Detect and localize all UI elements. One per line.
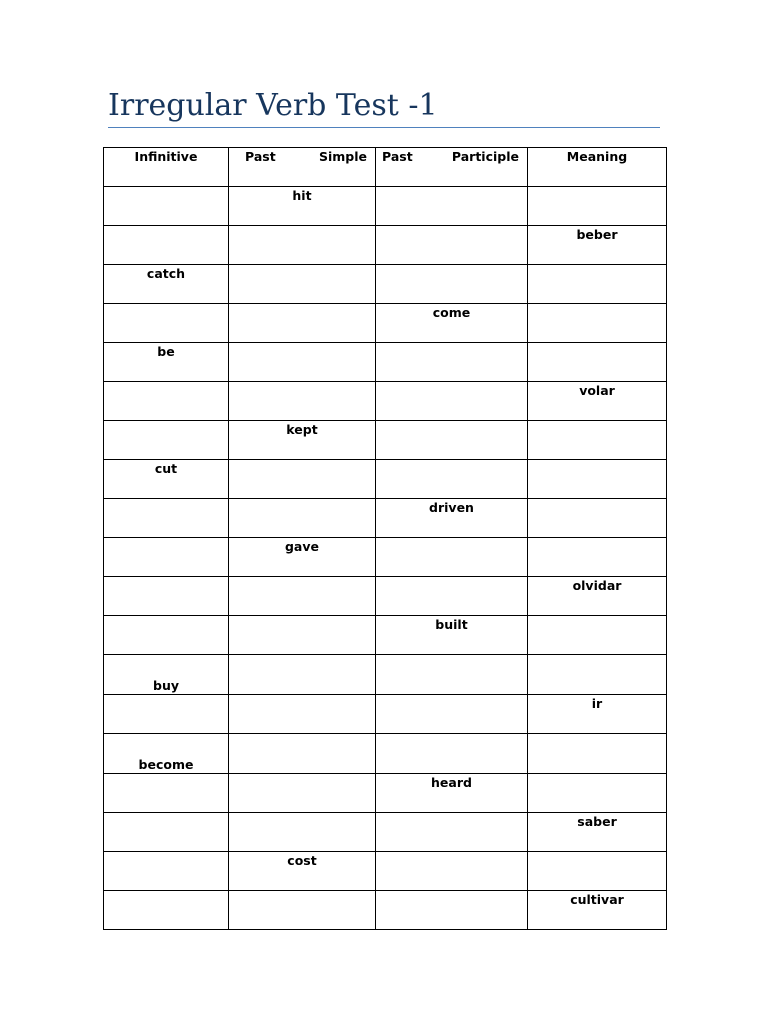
- header-past-simple: [229, 148, 376, 187]
- table-row: [104, 343, 667, 382]
- cell-meaning: olvidar: [528, 577, 667, 616]
- cell-meaning: [528, 852, 667, 891]
- cell-past-simple: [229, 655, 376, 695]
- cell-past-simple: [229, 382, 376, 421]
- cell-past-simple: [229, 460, 376, 499]
- cell-past-participle: [376, 734, 528, 774]
- cell-past-simple: [229, 774, 376, 813]
- cell-past-simple: [229, 734, 376, 774]
- cell-past-simple: gave: [229, 538, 376, 577]
- cell-infinitive: [104, 774, 229, 813]
- cell-meaning: beber: [528, 226, 667, 265]
- cell-infinitive: catch: [104, 265, 229, 304]
- cell-past-simple: [229, 226, 376, 265]
- cell-past-participle: come: [376, 304, 528, 343]
- cell-past-simple: [229, 265, 376, 304]
- table-row: [104, 852, 667, 891]
- table-row: [104, 695, 667, 734]
- cell-meaning: [528, 421, 667, 460]
- cell-infinitive: [104, 382, 229, 421]
- cell-past-participle: [376, 852, 528, 891]
- cell-infinitive: cut: [104, 460, 229, 499]
- cell-infinitive: buy: [104, 655, 229, 695]
- table-row: [104, 265, 667, 304]
- table-row: [104, 616, 667, 655]
- cell-past-participle: [376, 538, 528, 577]
- cell-infinitive: become: [104, 734, 229, 774]
- verb-table: [103, 147, 667, 930]
- header-past-participle-word2: Participle: [451, 149, 519, 164]
- cell-past-simple: [229, 813, 376, 852]
- cell-past-participle: [376, 695, 528, 734]
- cell-meaning: [528, 343, 667, 382]
- table-row: [104, 421, 667, 460]
- cell-meaning: [528, 616, 667, 655]
- page-title: Irregular Verb Test -1: [108, 88, 438, 123]
- header-meaning: Meaning: [528, 148, 667, 187]
- cell-past-participle: [376, 382, 528, 421]
- cell-past-simple: [229, 577, 376, 616]
- cell-past-participle: heard: [376, 774, 528, 813]
- cell-past-simple: hit: [229, 187, 376, 226]
- cell-meaning: volar: [528, 382, 667, 421]
- cell-past-participle: [376, 813, 528, 852]
- table-row: [104, 734, 667, 774]
- table-row: [104, 187, 667, 226]
- cell-past-participle: [376, 460, 528, 499]
- table-row: [104, 813, 667, 852]
- cell-past-participle: [376, 265, 528, 304]
- cell-infinitive: [104, 616, 229, 655]
- header-past-simple-word2: Simple: [318, 149, 367, 164]
- table-row: [104, 304, 667, 343]
- header-past-participle-word1: Past: [382, 149, 413, 164]
- table-row: [104, 774, 667, 813]
- cell-past-simple: [229, 343, 376, 382]
- title-underline: [108, 127, 660, 128]
- cell-infinitive: be: [104, 343, 229, 382]
- cell-past-simple: [229, 891, 376, 930]
- header-row: [104, 148, 667, 187]
- cell-infinitive: [104, 891, 229, 930]
- cell-past-simple: kept: [229, 421, 376, 460]
- header-infinitive: Infinitive: [104, 148, 229, 187]
- cell-infinitive: [104, 577, 229, 616]
- cell-infinitive: [104, 226, 229, 265]
- header-past-simple-word1: Past: [245, 149, 276, 164]
- cell-meaning: [528, 187, 667, 226]
- cell-infinitive: [104, 538, 229, 577]
- cell-past-simple: [229, 695, 376, 734]
- cell-past-simple: [229, 499, 376, 538]
- cell-infinitive: [104, 852, 229, 891]
- table-row: [104, 226, 667, 265]
- table-row: [104, 891, 667, 930]
- table-row: [104, 538, 667, 577]
- cell-meaning: [528, 460, 667, 499]
- cell-infinitive: [104, 695, 229, 734]
- cell-past-participle: [376, 577, 528, 616]
- cell-infinitive: [104, 499, 229, 538]
- table-row: [104, 655, 667, 695]
- cell-infinitive: [104, 187, 229, 226]
- table-row: [104, 577, 667, 616]
- header-past-participle: [376, 148, 528, 187]
- cell-past-participle: built: [376, 616, 528, 655]
- cell-meaning: ir: [528, 695, 667, 734]
- cell-meaning: [528, 304, 667, 343]
- table-row: [104, 382, 667, 421]
- cell-meaning: saber: [528, 813, 667, 852]
- table-row: [104, 460, 667, 499]
- cell-past-participle: [376, 226, 528, 265]
- cell-past-participle: [376, 343, 528, 382]
- cell-past-participle: [376, 187, 528, 226]
- cell-past-participle: [376, 421, 528, 460]
- cell-meaning: [528, 538, 667, 577]
- verb-rows: [104, 187, 667, 930]
- cell-infinitive: [104, 421, 229, 460]
- cell-meaning: [528, 265, 667, 304]
- cell-meaning: [528, 655, 667, 695]
- cell-meaning: [528, 774, 667, 813]
- cell-infinitive: [104, 304, 229, 343]
- cell-infinitive: [104, 813, 229, 852]
- cell-past-participle: [376, 655, 528, 695]
- cell-past-participle: driven: [376, 499, 528, 538]
- cell-past-simple: [229, 304, 376, 343]
- cell-meaning: [528, 499, 667, 538]
- cell-meaning: [528, 734, 667, 774]
- cell-meaning: cultivar: [528, 891, 667, 930]
- table-row: [104, 499, 667, 538]
- cell-past-simple: cost: [229, 852, 376, 891]
- cell-past-simple: [229, 616, 376, 655]
- cell-past-participle: [376, 891, 528, 930]
